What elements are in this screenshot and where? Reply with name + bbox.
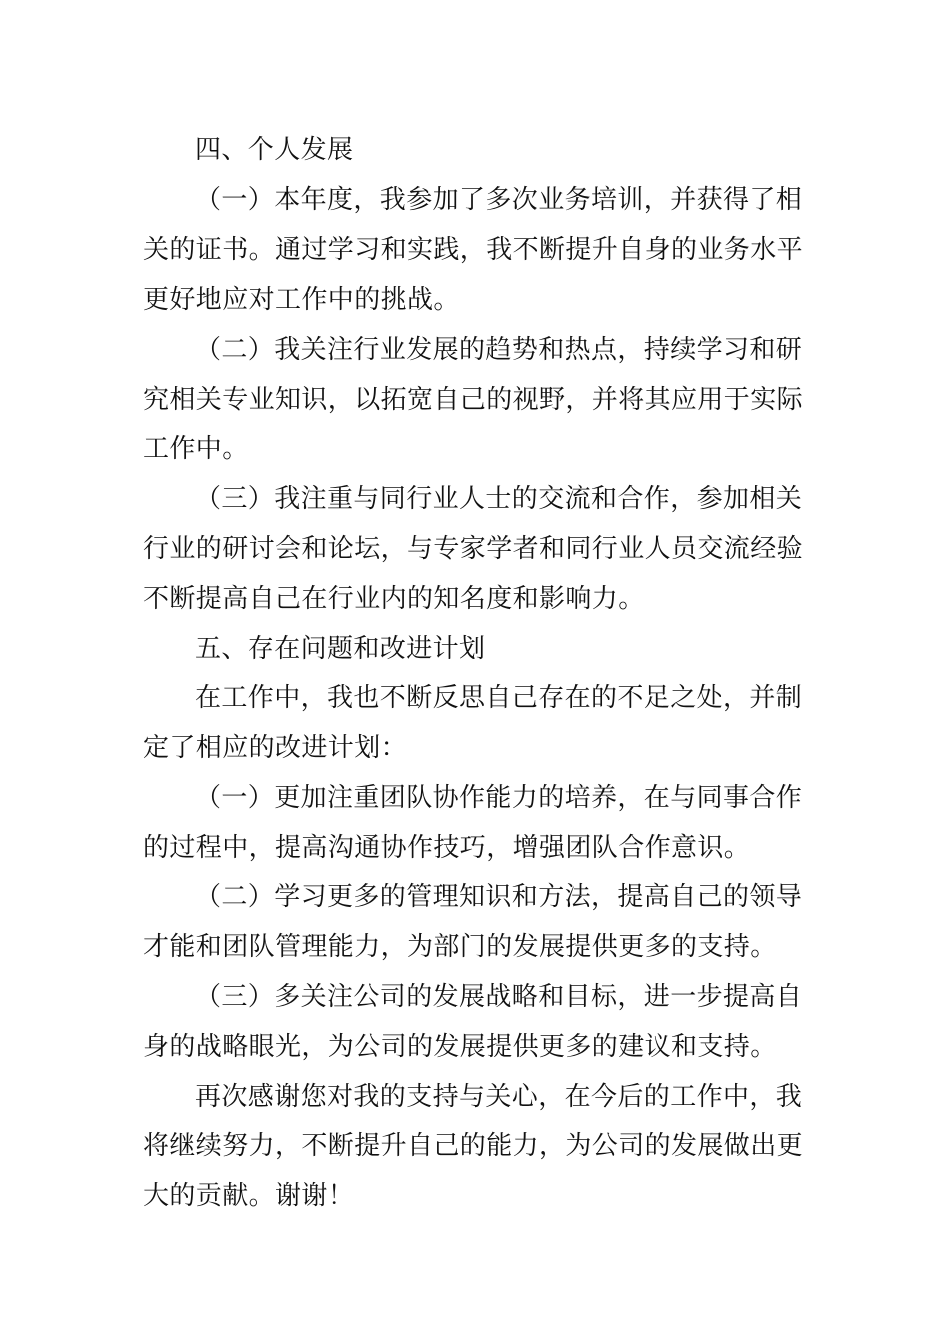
paragraph-line: 的过程中，提高沟通协作技巧，增强团队合作意识。 (143, 833, 751, 863)
paragraph-line: 工作中。 (143, 434, 249, 464)
paragraph-line: 在工作中，我也不断反思自己存在的不足之处，并制 (195, 683, 803, 713)
paragraph-line: （三）我注重与同行业人士的交流和合作，参加相关 (195, 484, 803, 514)
paragraph-line: （三）多关注公司的发展战略和目标，进一步提高自 (195, 982, 803, 1012)
paragraph-line: （二）学习更多的管理知识和方法，提高自己的领导 (195, 882, 803, 912)
paragraph-line: 定了相应的改进计划： (143, 733, 408, 763)
paragraph-line: （一）本年度，我参加了多次业务培训，并获得了相 (195, 185, 803, 215)
section-heading-personal-development: 四、个人发展 (195, 135, 354, 165)
paragraph-line: 再次感谢您对我的支持与关心，在今后的工作中，我 (195, 1082, 803, 1112)
paragraph-line: 大的贡献。谢谢！ (143, 1181, 355, 1211)
paragraph-line: 行业的研讨会和论坛，与专家学者和同行业人员交流经验 (143, 534, 804, 564)
paragraph-line: 才能和团队管理能力，为部门的发展提供更多的支持。 (143, 932, 777, 962)
paragraph-line: 不断提高自己在行业内的知名度和影响力。 (143, 584, 645, 614)
paragraph-line: 更好地应对工作中的挑战。 (143, 285, 460, 315)
paragraph-line: 将继续努力，不断提升自己的能力，为公司的发展做出更 (143, 1131, 804, 1161)
paragraph-line: 身的战略眼光，为公司的发展提供更多的建议和支持。 (143, 1032, 777, 1062)
paragraph-line: （一）更加注重团队协作能力的培养，在与同事合作 (195, 783, 803, 813)
paragraph-line: 关的证书。通过学习和实践，我不断提升自身的业务水平 (143, 235, 804, 265)
section-heading-problems-and-improvement: 五、存在问题和改进计划 (195, 634, 486, 664)
paragraph-line: 究相关专业知识，以拓宽自己的视野，并将其应用于实际 (143, 385, 804, 415)
paragraph-line: （二）我关注行业发展的趋势和热点，持续学习和研 (195, 335, 803, 365)
